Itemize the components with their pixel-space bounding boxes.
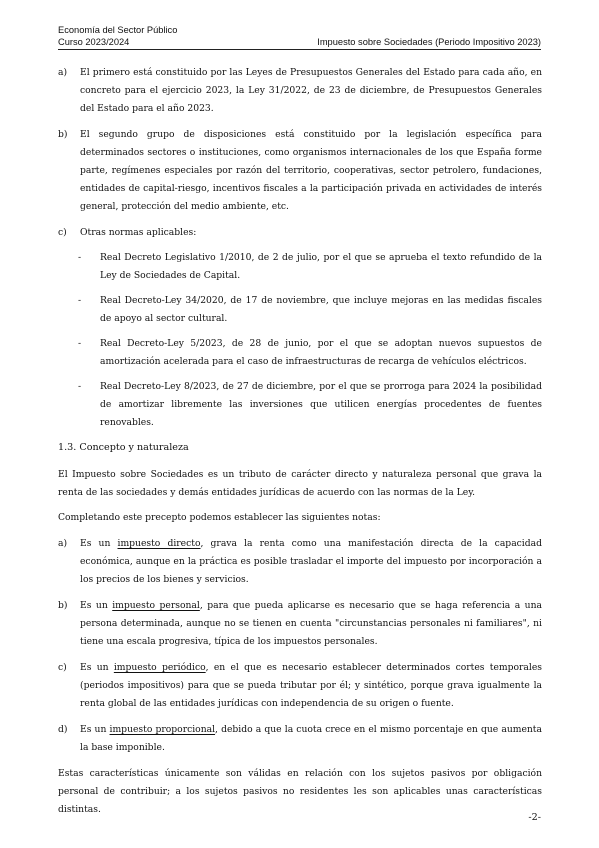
list-marker: c) — [58, 662, 67, 674]
header-divider — [58, 49, 541, 50]
sublist-item-text: Real Decreto-Ley 5/2023, de 28 de junio, por el que se adoptan nuevos supuestos de amortización acelerada para el caso de infraestructuras de recarga de vehículos eléctricos. — [100, 338, 542, 368]
sublist-item — [78, 249, 542, 285]
list-item-text: Otras normas aplicables: — [80, 226, 197, 238]
underlined-term: impuesto periódico — [113, 662, 206, 674]
sublist-item — [78, 335, 542, 371]
list-item — [58, 224, 542, 242]
sublist-marker: - — [78, 338, 82, 350]
list-item — [58, 597, 542, 651]
underlined-term: impuesto personal — [112, 600, 200, 612]
text-lead: Es un — [80, 600, 113, 612]
paragraph-closing: Estas características únicamente son válidas en relación con los sujetos pasivos por obligación personal de contribuir; a los sujetos pasivos no residentes les son aplicables unas características distintas. — [58, 767, 542, 815]
text-rest: , para que pueda aplicarse es necesario que se haga referencia a una persona determinada, aunque no se tienen en cuenta "circunstancias personales ni familiares", ni tiene una escala progresiva, típica de los impuestos personales. — [80, 600, 542, 648]
sublist-item-text: Real Decreto-Ley 34/2020, de 17 de noviembre, que incluye mejoras en las medidas fiscales de apoyo al sector cultural. — [100, 295, 542, 325]
sublist-marker: - — [78, 381, 82, 393]
list-item — [58, 721, 542, 757]
underlined-term: impuesto directo — [117, 538, 201, 550]
list-item — [58, 535, 542, 589]
underlined-term: impuesto proporcional — [109, 723, 216, 735]
list-item-text — [80, 597, 542, 651]
header-right-title: Impuesto sobre Sociedades (Periodo Impositivo 2023) — [317, 37, 541, 47]
sublist-marker: - — [78, 252, 82, 264]
sublist-item-text: Real Decreto-Ley 8/2023, de 27 de diciembre, por el que se prorroga para 2024 la posibilidad de amortizar libremente las inversiones que utilicen energías procedentes de fuentes renovables. — [100, 381, 542, 428]
page-number: -2- — [528, 812, 541, 824]
sublist-item-text: Real Decreto Legislativo 1/2010, de 2 de julio, por el que se aprueba el texto refundido de la Ley de Sociedades de Capital. — [100, 252, 542, 282]
list-marker: d) — [58, 723, 68, 735]
list-item-text: El segundo grupo de disposiciones está constituido por la legislación específica para determinados sectores o instituciones, como organismos internacionales de los que España forme parte, regímenes especiales por razón del territorio, cooperativas, sector petrolero, fundaciones, entidades de capital-riesgo, incentivos fiscales a la participación privada en actividades de interés general, protección del medio ambiente, etc. — [80, 128, 542, 212]
header-left — [58, 24, 177, 48]
list-item — [58, 126, 542, 216]
list-marker: b) — [58, 600, 68, 612]
paragraph-definition: El Impuesto sobre Sociedades es un tributo de carácter directo y naturaleza personal que grava la renta de las sociedades y demás entidades jurídicas de acuerdo con las normas de la Ley. — [58, 468, 542, 498]
list-marker: a) — [58, 538, 68, 550]
section-heading: 1.3. Concepto y naturaleza — [58, 441, 189, 453]
text-rest: , en el que es necesario establecer determinados cortes temporales (periodos impositivos) para que se pueda tributar por él; y sintético, porque grava igualmente la renta global de las entidades jurídicas con independencia de su origen o fuente. — [80, 662, 542, 709]
sublist-marker: - — [78, 295, 82, 307]
sublist-item — [78, 378, 542, 432]
list-marker: c) — [58, 226, 67, 238]
list-item-text: El primero está constituido por las Leyes de Presupuestos Generales del Estado para cada año, en concreto para el ejercicio 2023, la Ley 31/2022, de 23 de diciembre, de Presupuestos Generales del Estado para el año 2023. — [80, 67, 542, 114]
list-marker: a) — [58, 67, 68, 78]
sublist-item — [78, 292, 542, 328]
document-body — [58, 64, 542, 827]
list-item — [58, 64, 542, 118]
text-lead: Es un — [80, 662, 114, 674]
paragraph-intro: Completando este precepto podemos establecer las siguientes notas: — [58, 512, 381, 524]
list-item-text — [80, 659, 542, 713]
course-year: Curso 2023/2024 — [58, 37, 130, 47]
text-lead: Es un — [80, 723, 110, 735]
list-item-text — [80, 721, 542, 757]
list-marker: b) — [58, 128, 68, 140]
text-rest: , debido a que la cuota crece en el mismo porcentaje en que aumenta la base imponible. — [80, 723, 542, 753]
list-item — [58, 659, 542, 713]
text-rest: , grava la renta como una manifestación directa de la capacidad económica, aunque en la práctica es posible trasladar el importe del impuesto por incorporación a los precios de los bienes y servicios. — [80, 538, 542, 586]
course-subject: Economía del Sector Público — [58, 25, 178, 35]
list-item-text — [80, 535, 542, 589]
text-lead: Es un — [80, 538, 118, 550]
